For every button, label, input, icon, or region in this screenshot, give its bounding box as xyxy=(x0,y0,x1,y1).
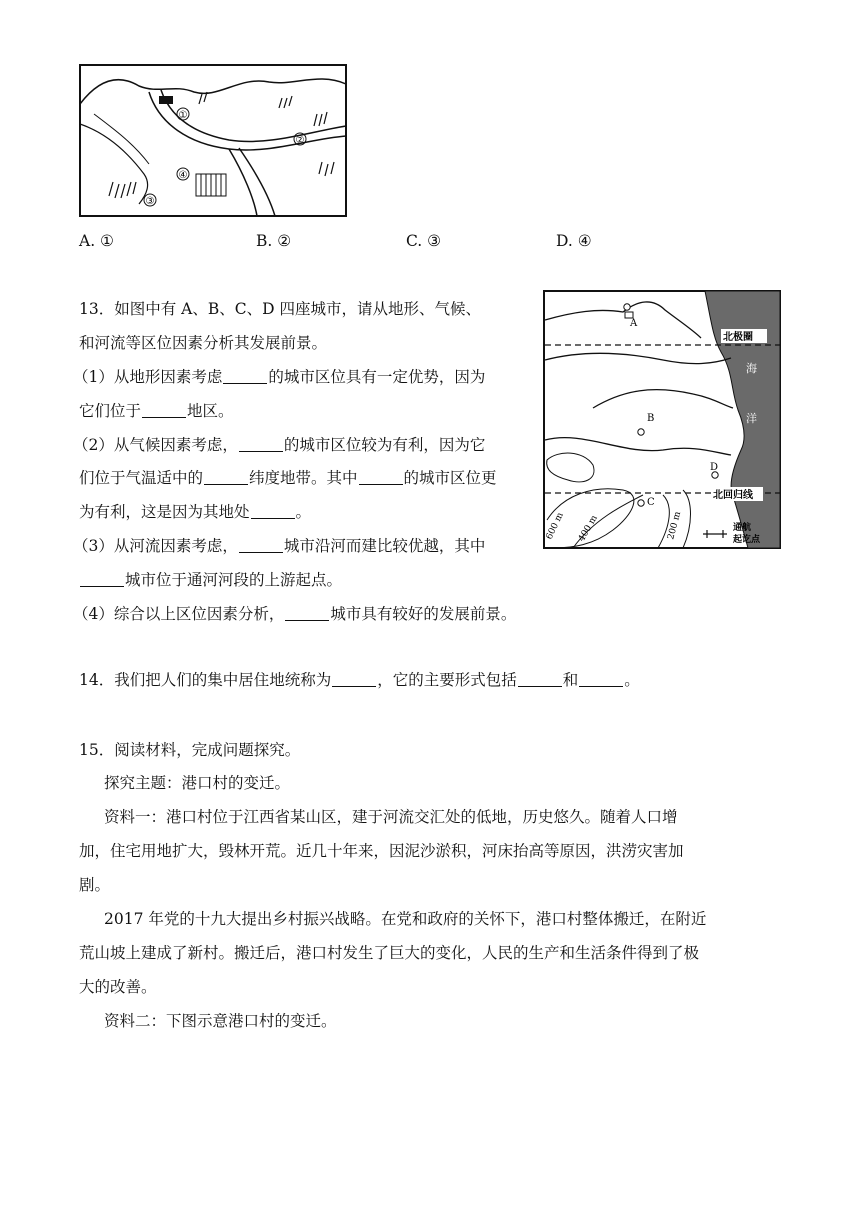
option-a[interactable]: A. ① xyxy=(79,232,114,250)
answer-blank[interactable] xyxy=(359,469,403,485)
q15-material1-line1: 资料一：港口村位于江西省某山区，建于河流交汇处的低地，历史悠久。随着人口增 xyxy=(104,808,678,826)
legend-label-1: 通航 xyxy=(733,523,752,533)
option-c[interactable]: C. ③ xyxy=(406,232,442,250)
answer-blank[interactable] xyxy=(579,671,623,687)
q13-part1-line1: （1）从地形因素考虑 的城市区位具有一定优势，因为 xyxy=(73,368,486,386)
answer-blank[interactable] xyxy=(518,671,562,687)
answer-blank[interactable] xyxy=(223,368,267,384)
legend-label-2: 起讫点 xyxy=(733,535,761,545)
ocean-label-2: 洋 xyxy=(746,412,757,425)
q13-part1-line2: 它们位于 地区。 xyxy=(79,402,234,420)
answer-blank[interactable] xyxy=(80,571,124,587)
option-d[interactable]: D. ④ xyxy=(556,232,592,250)
city-d-label: D xyxy=(710,462,719,473)
ocean-label-1: 海 xyxy=(746,362,757,375)
answer-blank[interactable] xyxy=(204,469,248,485)
option-b[interactable]: B. ② xyxy=(256,232,292,250)
marker-3: ③ xyxy=(145,196,155,207)
region-map-figure xyxy=(543,290,781,549)
q13-part3-line1: （3）从河流因素考虑， 城市沿河而建比较优越，其中 xyxy=(73,537,486,555)
contour-label-200: 200 m xyxy=(666,510,684,541)
q13-part4: （4）综合以上区位因素分析， 城市具有较好的发展前景。 xyxy=(73,605,517,623)
q13-part2-line3: 为有利，这是因为其地处 。 xyxy=(79,503,312,521)
q15-material1-line2: 加，住宅用地扩大，毁林开荒。近几十年来，因泥沙淤积，河床抬高等原因，洪涝灾害加 xyxy=(79,842,684,860)
tropic-label: 北回归线 xyxy=(713,490,753,501)
marker-4: ④ xyxy=(178,170,188,181)
answer-blank[interactable] xyxy=(142,402,186,418)
q15-material1b-line1: 2017 年党的十九大提出乡村振兴战略。在党和政府的关怀下，港口村整体搬迁，在附近 xyxy=(104,910,707,928)
q13-part2-line2: 们位于气温适中的 纬度地带。其中 的城市区位更 xyxy=(79,469,497,487)
city-a-label: A xyxy=(630,318,638,329)
q13-intro-line2: 和河流等区位因素分析其发展前景。 xyxy=(79,334,328,352)
q15-title: 15．阅读材料，完成问题探究。 xyxy=(79,741,301,759)
q13-part3-line2: 城市位于通河河段的上游起点。 xyxy=(79,569,342,591)
answer-blank[interactable] xyxy=(332,671,376,687)
answer-blank[interactable] xyxy=(239,537,283,553)
q15-theme: 探究主题：港口村的变迁。 xyxy=(104,774,291,792)
answer-blank[interactable] xyxy=(251,503,295,519)
city-b-label: B xyxy=(647,413,655,424)
q15-material1-line3: 剧。 xyxy=(79,876,111,894)
answer-blank[interactable] xyxy=(285,605,329,621)
valley-sketch-figure xyxy=(79,64,347,217)
contour-label-600: 600 m xyxy=(544,511,566,542)
q13-part2-line1: （2）从气候因素考虑， 的城市区位较为有利，因为它 xyxy=(73,436,486,454)
contour-label-400: 400 m xyxy=(576,513,600,544)
answer-blank[interactable] xyxy=(239,436,283,452)
marker-1: ① xyxy=(178,110,188,121)
q14: 14．我们把人们的集中居住地统称为 ，它的主要形式包括 和 。 xyxy=(79,671,640,689)
q13-intro-line1: 13．如图中有 A、B、C、D 四座城市，请从地形、气候、 xyxy=(79,300,481,318)
marker-2: ② xyxy=(295,135,305,146)
arctic-circle-label: 北极圈 xyxy=(723,332,753,343)
q15-material1b-line3: 大的改善。 xyxy=(79,978,157,996)
city-c-label: C xyxy=(647,497,655,508)
q15-material2: 资料二：下图示意港口村的变迁。 xyxy=(104,1012,337,1030)
q15-material1b-line2: 荒山坡上建成了新村。搬迁后，港口村发生了巨大的变化，人民的生产和生活条件得到了极 xyxy=(79,944,700,962)
